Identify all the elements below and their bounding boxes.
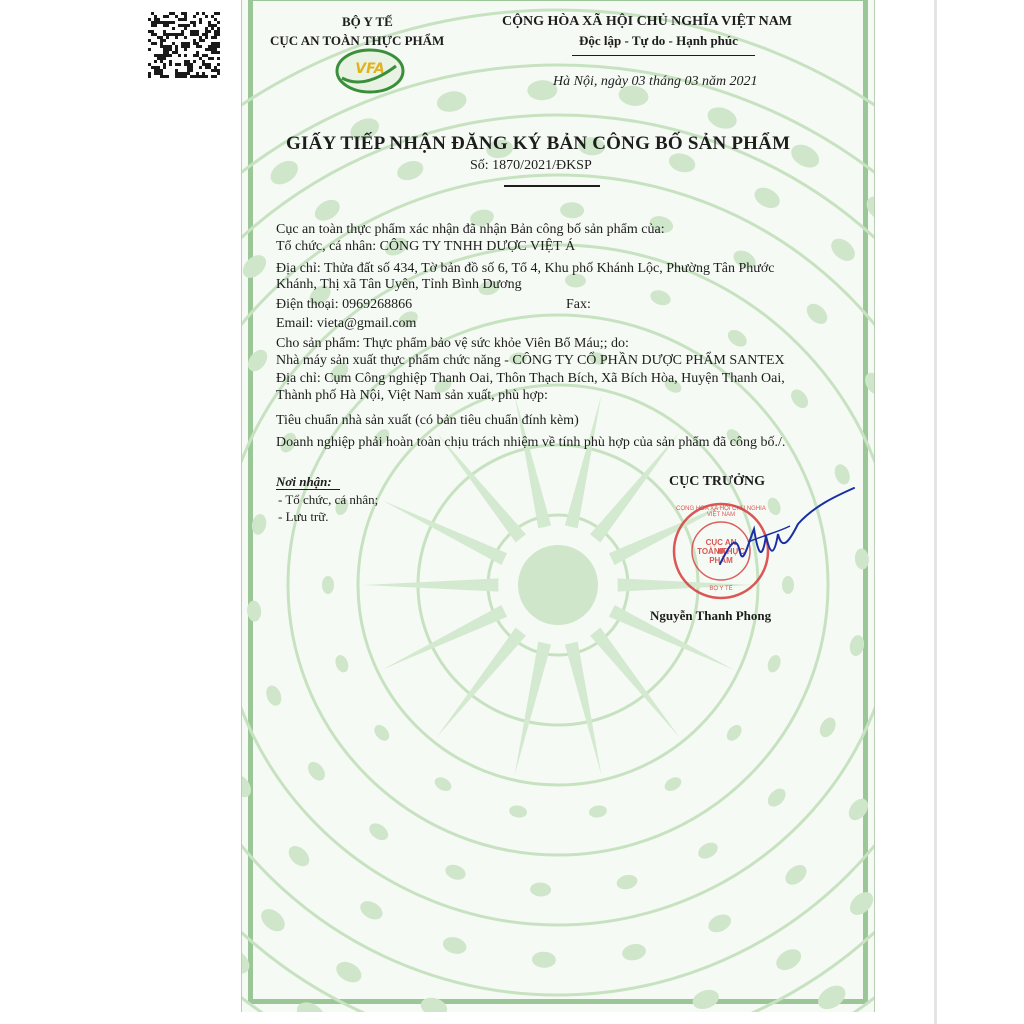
qr-code bbox=[148, 12, 220, 78]
place-date: Hà Nội, ngày 03 tháng 03 năm 2021 bbox=[553, 74, 758, 89]
address-line-2: Khánh, Thị xã Tân Uyên, Tỉnh Bình Dương bbox=[276, 277, 522, 292]
signer-role: CỤC TRƯỞNG bbox=[669, 474, 766, 489]
number-underline bbox=[504, 185, 600, 187]
standard-line: Tiêu chuẩn nhà sản xuất (có bản tiêu chuẩn đính kèm) bbox=[276, 413, 579, 428]
certificate-page bbox=[241, 0, 875, 1012]
mfr-address-line-2: Thành phố Hà Nội, Việt Nam sản xuất, phù hợp: bbox=[276, 388, 548, 403]
responsibility-line: Doanh nghiệp phải hoàn toàn chịu trách nhiệm về tính phù hợp của sản phẩm đã công bố./. bbox=[276, 435, 786, 450]
ministry-name: BỘ Y TẾ bbox=[342, 14, 393, 29]
stamp-center-text: CỤC AN TOÀN THỰC PHẨM bbox=[697, 538, 745, 565]
body-intro: Cục an toàn thực phẩm xác nhận đã nhận Bản công bố sản phẩm của: bbox=[276, 222, 665, 237]
phone-line: Điện thoại: 0969268866 bbox=[276, 297, 413, 312]
signer-name: Nguyễn Thanh Phong bbox=[650, 608, 772, 623]
product-line: Cho sản phẩm: Thực phẩm bảo vệ sức khỏe Viên Bổ Máu;; do: bbox=[276, 336, 629, 351]
document-number: Số: 1870/2021/ĐKSP bbox=[470, 158, 592, 173]
email-line: Email: vieta@gmail.com bbox=[276, 316, 417, 331]
svg-text:VFA: VFA bbox=[355, 61, 385, 77]
address-line-1: Địa chỉ: Thửa đất số 434, Tờ bản đồ số 6, Tổ 4, Khu phố Khánh Lộc, Phường Tân Phước bbox=[276, 261, 775, 276]
stamp-ring-text: CỘNG HÒA XÃ HỘI CHỦ NGHĨA VIỆT NAM bbox=[676, 506, 766, 518]
manufacturer-line: Nhà máy sản xuất thực phẩm chức năng - CÔNG TY CỔ PHẦN DƯỢC PHẨM SANTEX bbox=[276, 353, 785, 368]
stamp-bottom-text: BỘ Y TẾ bbox=[709, 586, 733, 592]
recipients-underline bbox=[276, 489, 340, 490]
recipient-item: - Lưu trữ. bbox=[278, 509, 329, 524]
fax-line: Fax: bbox=[566, 297, 591, 312]
motto-underline bbox=[572, 55, 755, 56]
handwritten-signature bbox=[718, 484, 858, 584]
republic-title: CỘNG HÒA XÃ HỘI CHỦ NGHĨA VIỆT NAM bbox=[502, 14, 793, 29]
viewer-edge bbox=[934, 0, 937, 1024]
national-motto: Độc lập - Tự do - Hạnh phúc bbox=[579, 33, 738, 48]
document-title: GIẤY TIẾP NHẬN ĐĂNG KÝ BẢN CÔNG BỐ SẢN PHẨM bbox=[286, 133, 791, 154]
agency-name: CỤC AN TOÀN THỰC PHẨM bbox=[270, 33, 445, 48]
mfr-address-line-1: Địa chỉ: Cụm Công nghiệp Thanh Oai, Thôn Thạch Bích, Xã Bích Hòa, Huyện Thanh Oai, bbox=[276, 371, 785, 386]
org-line: Tổ chức, cá nhân: CÔNG TY TNHH DƯỢC VIỆT Á bbox=[276, 239, 576, 254]
recipient-item: - Tổ chức, cá nhân; bbox=[278, 492, 379, 507]
recipients-heading: Nơi nhận: bbox=[276, 474, 332, 489]
vfa-logo bbox=[334, 48, 406, 94]
